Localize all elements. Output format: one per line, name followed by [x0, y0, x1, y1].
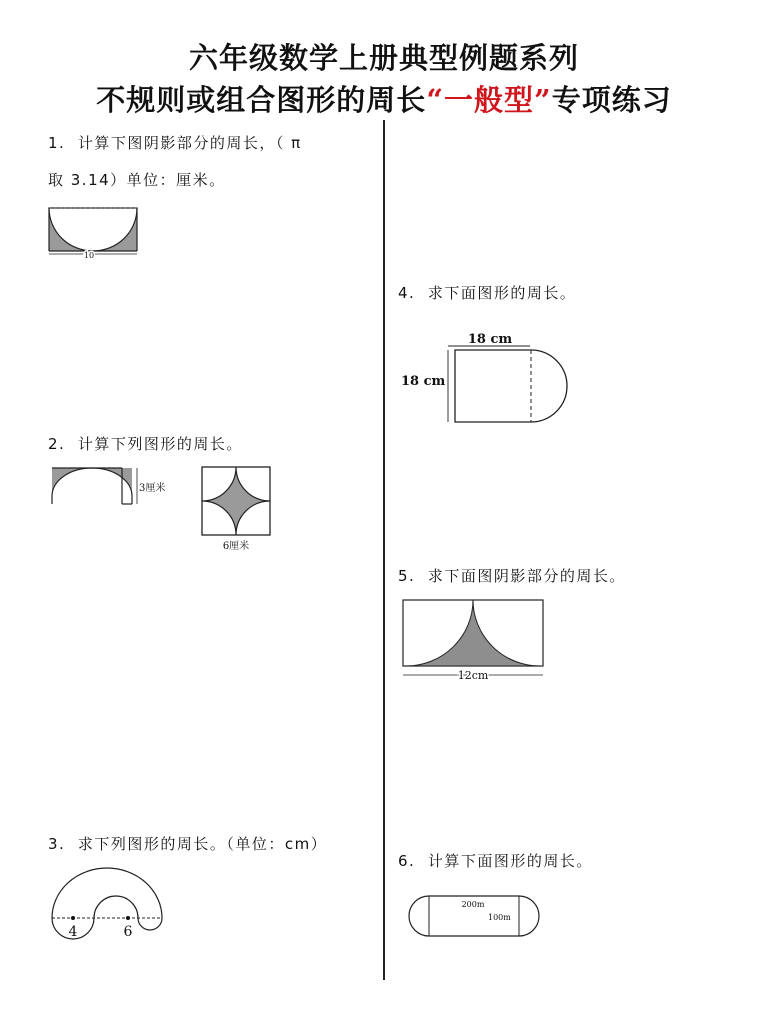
figure-2b-label: 6厘米 [222, 541, 250, 552]
figure-4-left-label: 18 cm [401, 374, 446, 389]
question-6-number: 6. [398, 852, 416, 870]
figure-3-label-4: 4 [68, 924, 78, 940]
question-3-number: 3. [48, 835, 66, 853]
subtitle-highlight: “一般型” [426, 83, 552, 117]
question-2-figure-a [46, 466, 176, 516]
figure-4-outline [455, 350, 567, 422]
question-5-text: 求下面图阴影部分的周长。 [427, 567, 626, 585]
question-5-figure [400, 599, 546, 685]
figure-3-label-6: 6 [123, 924, 133, 940]
question-2-number: 2. [48, 435, 66, 453]
question-2-text: 计算下列图形的周长。 [77, 435, 243, 453]
question-6-figure [407, 892, 543, 942]
question-5-number: 5. [398, 567, 416, 585]
question-1-line1 [48, 132, 302, 153]
question-1-number: 1. [48, 134, 66, 152]
figure-4-top-label: 18 cm [467, 332, 513, 347]
question-1-line2: 取 3.14）单位：厘米。 [48, 171, 226, 189]
column-divider [383, 120, 385, 980]
figure-3-center-right [126, 916, 130, 920]
figure-3-center-left [71, 916, 75, 920]
question-1-figure [44, 204, 144, 264]
page-subtitle [0, 78, 768, 119]
figure-1-label: 10 [83, 251, 95, 260]
question-1-text: 计算下图阴影部分的周长，（ π [77, 134, 302, 152]
question-4-line [398, 282, 576, 303]
figure-2a-label: 3厘米 [139, 483, 166, 494]
question-6-text: 计算下面图形的周长。 [427, 852, 593, 870]
question-3-text: 求下列图形的周长。（单位：cm） [77, 835, 328, 853]
question-2-line [48, 433, 243, 454]
subtitle-prefix: 不规则或组合图形的周长 [96, 83, 427, 117]
question-4-text: 求下面图形的周长。 [427, 284, 577, 302]
question-3-line [48, 833, 327, 854]
subtitle-suffix: 专项练习 [551, 83, 672, 117]
question-2-figure-b [200, 465, 280, 553]
page-title: 六年级数学上册典型例题系列 [188, 41, 579, 75]
question-3-figure [46, 866, 166, 946]
figure-5-label: 12cm [457, 669, 489, 682]
question-6-line [398, 850, 593, 871]
question-4-number: 4. [398, 284, 416, 302]
figure-6-length-label: 200m [461, 900, 485, 909]
figure-6-width-label: 100m [488, 913, 511, 922]
question-4-figure [398, 326, 583, 436]
question-5-line [398, 565, 626, 586]
